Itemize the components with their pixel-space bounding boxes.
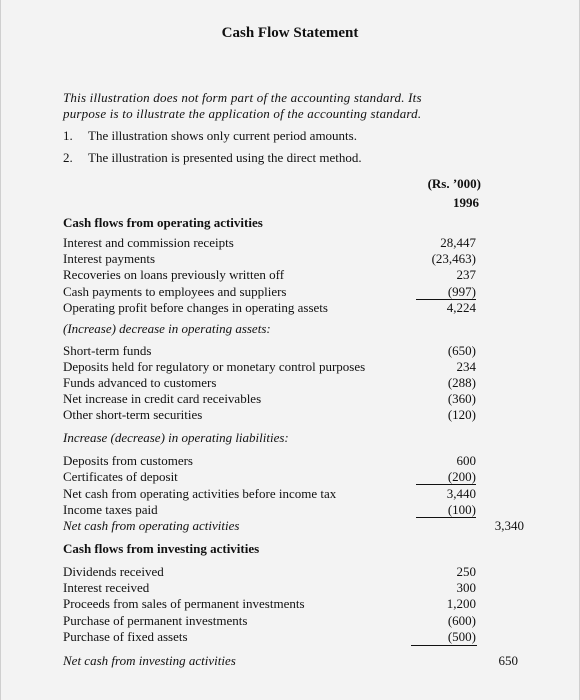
intro-line-1: This illustration does not form part of the accounting standard. Its — [63, 90, 422, 105]
asset-line-value: (120) — [447, 407, 476, 422]
operating-line-label: Cash payments to employees and suppliers — [63, 284, 287, 299]
note-text: The illustration is presented using the direct method. — [88, 150, 362, 165]
operating-line-value: 4,224 — [446, 300, 476, 315]
note-1 — [63, 128, 357, 144]
liability-line-value: 600 — [456, 453, 476, 468]
operating-line-label: Interest payments — [63, 251, 156, 266]
liability-line-label: Income taxes paid — [63, 502, 158, 517]
operating-line-value: (23,463) — [431, 251, 476, 266]
operating-line-value: (997) — [447, 284, 476, 299]
investing-line-value: 1,200 — [446, 596, 476, 611]
liability-line-label: Net cash from operating activities before income tax — [63, 486, 337, 501]
operating-heading: Cash flows from operating activities — [63, 215, 263, 230]
investing-net-label: Net cash from investing activities — [63, 653, 236, 668]
asset-line-label: Deposits held for regulatory or monetary control purposes — [63, 359, 366, 374]
investing-net-value: 650 — [498, 653, 518, 668]
operating-assets-heading: (Increase) decrease in operating assets: — [63, 321, 271, 336]
investing-line-value: 300 — [456, 580, 476, 595]
asset-line-value: (650) — [447, 343, 476, 358]
investing-line-value: 250 — [456, 564, 476, 579]
asset-line-label: Other short-term securities — [63, 407, 203, 422]
liability-line-label: Certificates of deposit — [63, 469, 178, 484]
operating-liabilities-heading: Increase (decrease) in operating liabilities: — [63, 430, 289, 445]
investing-line-label: Dividends received — [63, 564, 164, 579]
intro-line-2: purpose is to illustrate the application of the accounting standard. — [63, 106, 422, 121]
subtotal-rule — [416, 484, 476, 485]
subtotal-rule — [411, 645, 477, 646]
asset-line-label: Short-term funds — [63, 343, 152, 358]
page-title: Cash Flow Statement — [221, 25, 359, 41]
liability-line-value: (200) — [447, 469, 476, 484]
investing-heading: Cash flows from investing activities — [63, 541, 260, 556]
asset-line-value: (360) — [447, 391, 476, 406]
note-number: 2. — [63, 150, 73, 165]
asset-line-value: (288) — [447, 375, 476, 390]
investing-line-label: Purchase of permanent investments — [63, 613, 248, 628]
investing-line-label: Purchase of fixed assets — [63, 629, 188, 644]
operating-line-label: Recoveries on loans previously written off — [63, 267, 285, 282]
liability-line-label: Deposits from customers — [63, 453, 193, 468]
investing-line-value: (600) — [447, 613, 476, 628]
investing-line-value: (500) — [447, 629, 476, 644]
liability-line-value: 3,440 — [446, 486, 476, 501]
operating-line-label: Interest and commission receipts — [63, 235, 234, 250]
operating-line-value: 28,447 — [440, 235, 476, 250]
asset-line-label: Funds advanced to customers — [63, 375, 217, 390]
operating-net-value: 3,340 — [494, 518, 524, 533]
operating-line-label: Operating profit before changes in operating assets — [63, 300, 328, 315]
asset-line-value: 234 — [456, 359, 476, 374]
column-year-header: 1996 — [453, 195, 479, 210]
operating-line-value: 237 — [456, 267, 476, 282]
note-text: The illustration shows only current period amounts. — [88, 128, 357, 143]
operating-net-label: Net cash from operating activities — [63, 518, 240, 533]
investing-line-label: Interest received — [63, 580, 150, 595]
note-number: 1. — [63, 128, 73, 143]
asset-line-label: Net increase in credit card receivables — [63, 391, 262, 406]
investing-line-label: Proceeds from sales of permanent investments — [63, 596, 305, 611]
note-2 — [63, 150, 362, 166]
column-unit-header: (Rs. ’000) — [427, 176, 481, 191]
liability-line-value: (100) — [447, 502, 476, 517]
